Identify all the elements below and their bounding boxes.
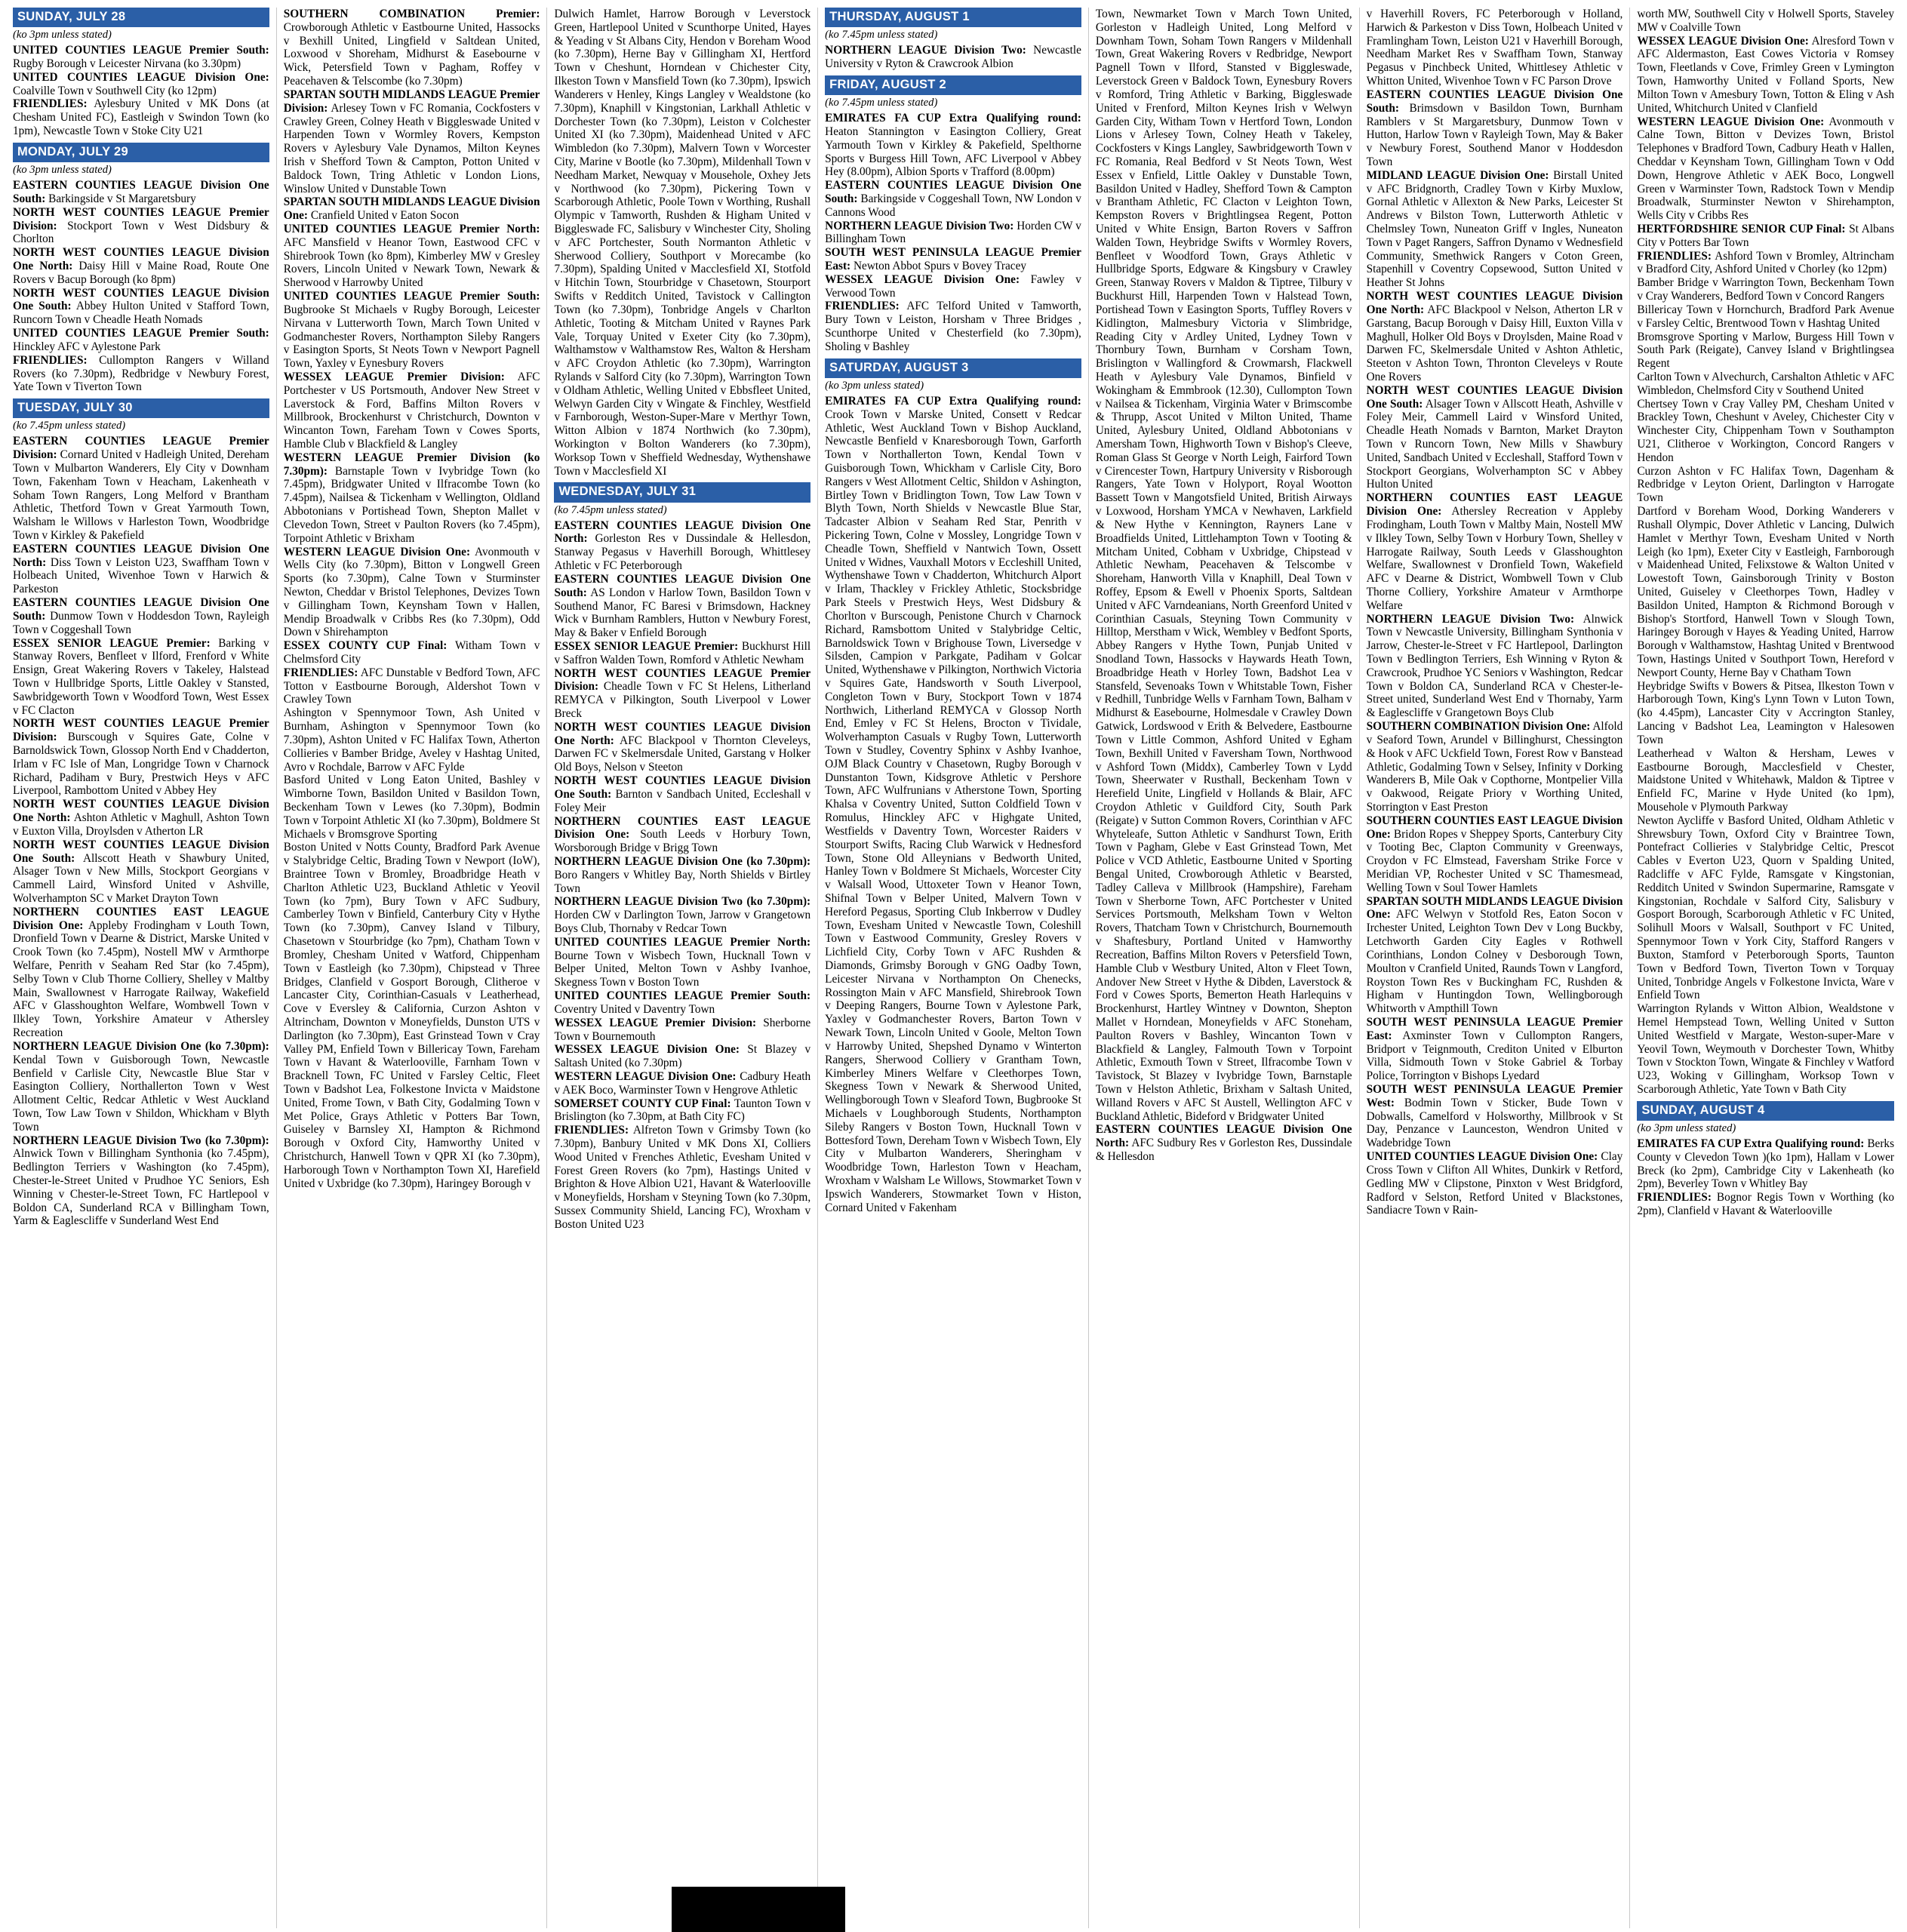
competition-fixtures [554,774,810,814]
fixtures-text: Bugbrooke St Michaels v Rugby Borough, Leicester Nirvana v Lutterworth Town, March Town United v Godmanchester Rovers, Northampton Sileby Rangers v Easington Sports, St Neots Town v Newport Pagnell Town, Yaxley v Eynesbury Rovers [283,303,540,371]
competition-fixtures [13,246,269,286]
fixtures-text: AFC Mansfield v Heanor Town, Eastwood CFC v Shirebrook Town (ko 8pm), Kimberley MW v Gresley Rovers, Lincoln United v Newark Town, Newark & Sherwood v Harrowby United [283,235,540,290]
fixtures-text: worth MW, Southwell City v Holwell Sports, Staveley MW v Coalville Town [1637,8,1895,34]
fixtures-text: AS London v Harlow Town, Basildon Town v Southend Manor, FC Baresi v Brimsdown, Hackney Wick v Burnham Ramblers, Hutton v Newbury Forest, May & Baker v Enfield Borough [554,586,811,640]
competition-fixtures [1367,895,1623,1016]
fixtures-text: Athersley Recreation v Appleby Frodingham, Louth Town v Maltby Main, Nostell MW v Ilkley Town, Selby Town v Horbury Town, Shelley v Harrogate Railway, South Leeds v Glasshoughton Welfare, Swallownest v Dronfield Town, Wakefield AFC v Dearne & District, Wombwell Town v Club Thorne Colliery, Yorkshire Amateur v Armthorpe Welfare [1366,505,1623,612]
fixtures-text: Avonmouth v Calne Town, Bitton v Devizes Town, Bristol Telephones v Bradford Town, Cadbury Heath v Hallen, Cheddar v Keynsham Town, Gillingham Town v Odd Down, Hengrove Athletic v AEK Boco, Longwell Green v Warminster Town, Radstock Town v Mendip Broadwalk, Sturminster Newton v Shirehampton, Wells City v Cribbs Res [1637,115,1895,223]
competition-fixtures [825,395,1081,1215]
fixtures-text: Ashington v Spennymoor Town, Ash United v Burnham, Ashington v Spennymoor Town (ko 7.30pm), Ashton United v FC Halifax Town, Atherton Collieries v Bamber Bridge, Aveley v Hashtag United, Avro v Rochdale, Barrow v AFC Fylde [283,706,540,774]
fixtures-text: Crook Town v Marske United, Consett v Redcar Athletic, West Auckland Town v Bishop Auckland, Newcastle Benfield v Knaresborough Town, Garforth Town v Northallerton Town, Kendal Town v Guisborough Town, Whickham v Carlisle City, Boro Rangers v West Allotment Celtic, Shildon v Ashington, Birtley Town v Bridlington Town, Tow Law Town v Blyth Town, North Shields v Newcastle Blue Star, Tadcaster Albion v Seaham Red Star, Penrith v Pickering Town, Colne v Mossley, Longridge Town v Cheadle Town, Sheffield v Nantwich Town, Ossett United v Widnes, Vauxhall Motors v Eccleshill United, Wythenshawe Town v Chadderton, Whitchurch Alport v Irlam, Thackley v Frickley Athletic, Stocksbridge Park Steels v Prestwich Heys, West Didsbury & Chorlton v Burscough, Penistone Church v Charnock Richard, Ramsbottom United v Stalybridge Celtic, Barnoldswick Town v Brighouse Town, Liversedge v Silsden, Campion v Parkgate, Padiham v Golcar United, Wythenshawe v Pilkington, Northwich Victoria v Squires Gate, Handsworth v South Liverpool, Congleton Town v Bury, Stockport Town v 1874 Northwich, Litherland REMYCA v Glossop North End, Emley v FC St Helens, Brocton v Tividale, Wolverhampton Casuals v Rugby Town, Lutterworth Town v Studley, Coventry Sphinx v Ashby Ivanhoe, OJM Black Country v Chasetown, Rugby Borough v Dunstanton Town, Kidsgrove Athletic v Pershore Town, AFC Wulfrunians v Atherstone Town, Sporting Khalsa v Coventry United, Sutton Coldfield Town v Romulus, Hinckley AFC v Highgate United, Westfields v Daventry Town, Worcester Raiders v Stourport Swifts, Racing Club Warwick v Hednesford Town, Stone Old Alleynians v Bedworth United, Hanley Town v Boldmere St Michaels, Worcester City v Walsall Wood, Uttoxeter Town v Heanor Town, Shifnal Town v Belper United, Malvern Town v Hereford Pegasus, Sporting Club Inkberrow v Dudley Town, Evesham United v Newcastle Town, Coleshill Town v Eastwood Community, Gresley Rovers v Lichfield City, Corby Town v AFC Rushden & Diamonds, Grimsby Borough v GNG Oadby Town, Leicester Nirvana v Northampton On Chenecks, Rossington Main v AFC Mansfield, Shirebrook Town v Deeping Rangers, Bourne Town v Aylestone Park, Yaxley v Godmanchester Rovers, Barton Town v Newark Town, Lincoln United v Goole, Melton Town v Harrowby United, Shepshed Dynamo v Winterton Rangers, Sherwood Colliery v Grantham Town, Kimberley Miners Welfare v Cleethorpes Town, Skegness Town v Newark & Sherwood United, Wellingborough Town v Sleaford Town, Bugbrooke St Michaels v Loughborough Students, Northampton Sileby Rangers v Boston Town, Hucknall Town v Bottesford Town, Dereham Town v Wisbech Town, Ely City v Mulbarton Wanderers, Sheringham v Woodbridge Town, Harleston Town v Heacham, Wroxham v Walsham Le Willows, Stowmarket Town v Ipswich Wanderers, Stowmarket Town v Histon, Cornard United v Fakenham [825,408,1081,1214]
competition-name: EASTERN COUNTIES LEAGUE Division One North: [13,542,269,569]
competition-name: FRIENDLIES: [13,97,88,111]
competition-name: FRIENDLIES: [825,300,900,313]
competition-fixtures [1096,1123,1352,1163]
competition-fixtures [284,223,540,290]
competition-fixtures [13,97,269,137]
competition-fixtures [284,8,540,88]
competition-name: UNITED COUNTIES LEAGUE Premier South: [13,44,269,57]
competition-fixtures [554,1097,810,1124]
fixtures-text: Coalville Town v Southwell City (ko 12pm) [13,84,217,97]
competition-fixtures [1637,223,1894,250]
competition-fixtures [1637,8,1894,35]
fixtures-text: Gorleston Res v Dussindale & Hellesdon, Stanway Pegasus v Haverhill Borough, Whittlesey Athletic v FC Peterborough [554,532,811,573]
competition-name: NORTHERN LEAGUE Division Two (ko 7.30pm): [554,895,811,909]
competition-fixtures [825,179,1081,219]
competition-name: NORTHERN COUNTIES EAST LEAGUE Division One: [1366,491,1623,518]
competition-name: FRIENDLIES: [13,353,88,367]
competition-fixtures [825,273,1081,300]
competition-name: UNITED COUNTIES LEAGUE Premier South: [13,327,269,340]
competition-name: NORTHERN LEAGUE Division One (ko 7.30pm): [13,1039,269,1053]
competition-fixtures [825,246,1081,273]
fixtures-text: Dunmow Town v Hoddesdon Town, Rayleigh Town v Coggeshall Town [13,609,269,636]
fixtures-columns [6,8,1901,1928]
fixtures-text: Dartford v Boreham Wood, Dorking Wanderers v Rushall Olympic, Dover Athletic v Lancing, Dulwich Hamlet v Merthyr Town, Evesham United v North Leigh (ko 1pm), Exeter City v Eastleigh, Farnborough v Maidenhead United, Felixstowe & Walton United v Lowestoft Town, Gainsborough Trinity v Boston United, Guiseley v Cleethorpes Town, Hadley v Basildon United, Hampton & Richmond Borough v Bishop's Stortford, Hanwell Town v Slough Town, Haringey Borough v Hayes & Yeading United, Harrow Borough v Walthamstow, Hashtag United v Brentwood Town, Hastings United v Southport Town, Hereford v Newport County, Herne Bay v Chatham Town [1637,505,1895,679]
competition-fixtures [1367,613,1623,721]
competition-name: NORTH WEST COUNTIES LEAGUE Premier Division: [13,205,269,232]
fixtures-text: Alnwick Town v Billingham Synthonia (ko 7.45pm), Bedlington Terriers v Washington (ko 7.45pm), Chester-le-Street United v Prudhoe YC Seniors, Esh Winning v Chester-le-Street Town, FC Hartlepool v Boldon CA, Sunderland RCA v Billingham Town, Yarm & Eaglescliffe v Sunderland West End [13,1147,269,1228]
day-heading: THURSDAY, AUGUST 1 [825,8,1081,27]
competition-name: FRIENDLIES: [1637,249,1712,263]
fixtures-text: Carlton Town v Alvechurch, Carshalton Athletic v AFC Wimbledon, Chelmsford City v Southend United [1637,370,1895,397]
competition-fixtures [554,8,810,478]
fixtures-text: Fawley v Verwood Town [825,272,1081,300]
competition-fixtures [284,639,540,666]
competition-fixtures [13,637,269,718]
competition-fixtures [13,327,269,354]
fixtures-text: Cranfield United v Eaton Socon [308,209,460,223]
competition-fixtures [1637,398,1894,465]
competition-fixtures [13,798,269,838]
fixtures-text: Alnwick Town v Newcastle University, Billingham Synthonia v Jarrow, Chester-le-Street v FC Hartlepool, Darlington Town v Bedlington Terriers, Esh Winning v Ryton & Crawcrook, Prudhoe YC Seniors v Washington, Redcar Town v Boldon CA, Sunderland RCA v Chester-le-Street united, Sunderland West End v Thornaby, Yarm & Eaglescliffe v Grangetown Boys Club [1366,612,1623,720]
competition-fixtures [13,838,269,906]
fixtures-text: Newton Abbot Spurs v Bovey Tracey [850,260,1027,272]
competition-fixtures [13,543,269,596]
fixtures-text: Bodmin Town v Sticker, Bude Town v Dobwalls, Camelford v Holsworthy, Millbrook v St Day, Penzance v Launceston, Wendron United v Wadebridge Town [1366,1096,1623,1150]
fixtures-text: Crowborough Athletic v Eastbourne United, Hassocks v Bexhill United, Lingfield v Saltdean United, Loxwood v Shoreham, Midhurst & Easebourne v Wick, Petersfield Town v Pagham, Roffey v Peacehaven & Telscombe (ko 7.30pm) [283,20,540,88]
competition-fixtures [1367,169,1623,290]
day-heading: SUNDAY, AUGUST 4 [1637,1101,1894,1121]
fixtures-text: Abbey Hulton United v Stafford Town, Runcorn Town v Cheadle Heath Nomads [13,300,269,327]
fixtures-text: St Albans City v Potters Bar Town [1637,223,1895,249]
fixtures-text: Rugby Borough v Leicester Nirvana (ko 3.30pm) [13,57,241,71]
competition-name: FRIENDLIES: [554,1124,629,1137]
fixtures-text: AFC Blackpool v Thornton Cleveleys, Darwen FC v Skelmersdale United, Garstang v Holker Old Boys, Nelson v Steeton [554,734,811,774]
kickoff-note: (ko 3pm unless stated) [825,379,924,392]
competition-fixtures [284,841,540,1190]
fixtures-text: Barnton v Sandbach United, Eccleshall v Foley Meir [554,787,811,814]
day-heading: MONDAY, JULY 29 [13,143,269,162]
competition-name: NORTH WEST COUNTIES LEAGUE Division One North: [1366,290,1623,316]
competition-fixtures [1637,250,1894,277]
competition-fixtures [13,1134,269,1229]
kickoff-note: (ko 3pm unless stated) [13,29,112,42]
competition-name: NORTH WEST COUNTIES LEAGUE Division One South: [1366,383,1623,411]
competition-name: EMIRATES FA CUP Extra Qualifying round: [825,112,1081,125]
competition-name: SOUTH WEST PENINSULA LEAGUE Premier West: [1366,1083,1623,1109]
competition-name: WESSEX LEAGUE Premier Division: [283,370,505,383]
competition-fixtures [284,451,540,546]
competition-fixtures [1367,491,1623,612]
competition-name: SOUTH WEST PENINSULA LEAGUE Premier East: [1366,1015,1623,1042]
fixtures-text: Bridon Ropes v Sheppey Sports, Canterbury City v Tooting Bec, Clapton Community v Greenways, Croydon v FC Elmstead, Faversham Strike Force v Meridian VP, Rochester United v SC Thamesmead, Welling Town v Soul Tower Hamlets [1366,827,1623,894]
competition-fixtures [554,1070,810,1097]
day-heading: WEDNESDAY, JULY 31 [554,482,810,502]
competition-name: NORTHERN COUNTIES EAST LEAGUE Division One: [554,814,811,841]
day-heading: TUESDAY, JULY 30 [13,398,269,418]
competition-fixtures [1367,384,1623,492]
competition-name: SOMERSET COUNTY CUP Final: [554,1097,731,1110]
competition-name: NORTHERN LEAGUE Division Two: [1366,612,1575,626]
competition-fixtures [1367,8,1623,88]
competition-name: UNITED COUNTIES LEAGUE Division One: [1366,1150,1598,1164]
fixtures-text: Axminster Town v Cullompton Rangers, Bridport v Teignmouth, Crediton United v Elburton Villa, Sidmouth Town v Stoke Gabriel & Torbay Police, Torrington v Bishops Lyedard [1366,1029,1623,1083]
competition-name: EASTERN COUNTIES LEAGUE Division One North: [554,518,811,546]
competition-fixtures [554,936,810,989]
competition-fixtures [13,71,269,98]
fixtures-text: Cornard United v Hadleigh United, Dereham Town v Mulbarton Wanderers, Ely City v Downham Town, Fakenham Town v Heacham, Lakenheath v Soham Town Rangers, Long Melford v Brantham Athletic, Thetford Town v Great Yarmouth Town, Walsham le Willows v Harleston Town, Woodbridge Town v Kirkley & Pakefield [13,448,269,543]
competition-fixtures [554,1043,810,1070]
kickoff-note: (ko 3pm unless stated) [1637,1122,1736,1135]
competition-name: NORTHERN LEAGUE Division Two: [825,219,1014,232]
competition-name: SPARTAN SOUTH MIDLANDS LEAGUE Premier Division: [283,88,540,115]
fixtures-text: Town, Newmarket Town v March Town United, Gorleston v Hadleigh United, Long Melford v Downham Town, Soham Town Rangers v Mildenhall Town, Great Wakering Rovers v Redbridge, Newport Pagnell Town v Ilford, Stansted v Biggleswade, Leverstock Green v Baldock Town, Eynesbury Rovers v Romford, Tring Athletic v Barking, Biggleswade United v Frenford, Milton Keynes Irish v Welwyn Garden City, Witham Town v Hertford Town, London Lions v Arlesey Town, Colney Heath v Takeley, Cockfosters v Kings Langley, Sawbridgeworth Town v FC Romania, Real Bedford v St Neots Town, West Essex v Enfield, Little Oakley v Dunstable Town, Basildon United v Hadley, Shefford Town & Campton v Brantham Athletic, FC Clacton v Leighton Town, Kempston Rovers v Brightlingsea Regent, Potton United v White Ensign, Barton Rovers v Saffron Walden Town, Heybridge Swifts v Wormley Rovers, Benfleet v Woodford Town, Grays Athletic v Hullbridge Sports, Edgware & Kingsbury v Crawley Green, Stanway Rovers v Maldon & Tiptree, Tilbury v Buckhurst Hill, Harpenden Town v Halstead Town, Portishead Town v Easington Sports, Tuffley Rovers v Kidlington, Malmesbury Victoria v Slimbridge, Reading City v Ardley United, Lydney Town v Thornbury Town, Burnham v Corsham Town, Brislington v Wallingford & Crowmarsh, Flackwell Heath v Aylesbury Vale Dynamos, Binfield v Wokingham & Emmbrook (12.30), Cullompton Town v Nailsea & Tickenham, Virginia Water v Brimscombe & Thrupp, Ascot United v Milton United, Thame United, Aylesbury United, Oldland Abbotonians v Amersham Town, Highworth Town v Bishop's Cleeve, Roman Glass St George v North Leigh, Fairford Town v Cirencester Town, Hartpury University v Risborough Rangers, Yate Town v Holyport, Royal Wootton Bassett Town v Mangotsfield United, British Airways v Loxwood, Horsham YMCA v Newhaven, Larkfield & New Hythe v Kennington, Rayners Lane v Broadfields United, Littlehampton Town v Tooting & Mitcham United, Cobham v Uxbridge, Chipstead v Athletic Newham, Peacehaven & Telscombe v Shoreham, Hanworth Villa v Knaphill, Deal Town v Roffey, Epsom & Ewell v Phoenix Sports, Saltdean United v AFC Varndeanians, North Greenford United v Corinthian Casuals, Steyning Town Community v Hilltop, Merstham v Wick, Wembley v Bedfont Sports, Abbey Rangers v Hythe Town, Punjab United v Snodland Town, Hassocks v Haywards Heath Town, Broadbridge Heath v Horley Town, Badshot Lea v Stansfeld, Sevenoaks Town v Whitstable Town, Fisher v Redhill, Tunbridge Wells v Farnham Town, Balham v Midhurst & Easebourne, Holmesdale v Crawley Down Gatwick, Lordswood v Erith & Belvedere, Eastbourne Town v Little Common, Ashford United v Egham Town, Bexhill United v Faversham Town, Northwood v Ashford Town (Middx), Camberley Town v Lydd Town, Sheerwater v Rusthall, Beckenham Town v Herefield Unite, Lingfield v Hollands & Blair, AFC Croydon Athletic v Guildford City, South Park (Reigate) v Sutton Common Rovers, Corinthian v AFC Whyteleafe, Sutton Athletic v Sandhurst Town, Erith Town v Pagham, Glebe v East Grinstead Town, Met Police v VCD Athletic, Eastbourne United v Sporting Bengal United, Crowborough Athletic v Bearsted, Tadley Calleva v Millbrook (Hampshire), Fareham Town v Sherborne Town, AFC Portchester v United Services Portsmouth, Melksham Town v Welton Rovers, Thatcham Town v Christchurch, Bournemouth v Shaftesbury, Portland United v Hamworthy Recreation, Baffins Milton Rovers v Petersfield Town, Hamble Club v Westbury United, Alton v Fleet Town, Andover New Street v Hythe & Dibden, Laverstock & Ford v Cowes Sports, Bemerton Heath Harlequins v Brockenhurst, Hartley Wintney v Downton, Shepton Mallet v Horndean, Moneyfields v AFC Stoneham, Paulton Rovers v Bashley, Wincanton Town v Blackfield & Langley, Falmouth Town v Torpoint Athletic, Exmouth Town v Street, Ilfracombe Town v Tavistock, St Blazey v Ivybridge Town, Barnstaple Town v Helston Athletic, Brixham v Saltash United, Willand Rovers v AFC St Austell, Wellington AFC v Buckland Athletic, Bideford v Bridgwater United [1095,8,1352,1123]
competition-fixtures [1637,505,1894,680]
competition-fixtures [554,815,810,855]
competition-name: NORTH WEST COUNTIES LEAGUE Division One North: [13,798,269,825]
competition-name: WESTERN LEAGUE Premier Division (ko 7.30pm): [283,451,540,478]
fixtures-text: Horden CW v Billingham Town [825,219,1081,246]
competition-fixtures [1637,1002,1894,1097]
competition-fixtures [554,721,810,774]
competition-fixtures [13,287,269,327]
competition-name: NORTH WEST COUNTIES LEAGUE Division One South: [13,838,269,865]
fixtures-text: Bourne Town v Wisbech Town, Hucknall Town v Belper United, Melton Town v Ashby Ivanhoe, Skegness Town v Boston Town [554,949,811,989]
fixtures-text: Stockport Town v West Didsbury & Chorlton [13,219,269,246]
fixtures-text: Boro Rangers v Whitley Bay, North Shields v Birtley Town [554,868,811,895]
competition-name: SOUTHERN COMBINATION Division One: [1366,720,1591,734]
competition-fixtures [1367,290,1623,384]
fixtures-text: Newcastle University v Ryton & Crawcrook Albion [825,44,1081,71]
competition-fixtures [13,717,269,798]
fixtures-text: Bognor Regis Town v Worthing (ko 2pm), Clanfield v Havant & Waterlooville [1637,1191,1895,1218]
fixtures-text: AFC Telford United v Tamworth, Bury Town v Leiston, Horsham v Three Bridges , Scunthorpe United v Chesterfield (ko 7.30pm), Sholing v Bashley [825,300,1081,353]
competition-name: EASTERN COUNTIES LEAGUE Division One South: [554,572,811,599]
competition-name: SPARTAN SOUTH MIDLANDS LEAGUE Division One: [1366,894,1623,921]
competition-fixtures [1637,680,1894,747]
competition-fixtures [13,206,269,246]
competition-name: ESSEX COUNTY CUP Final: [283,639,448,653]
competition-name: NORTH WEST COUNTIES LEAGUE Division One South: [554,774,811,801]
competition-fixtures [1637,814,1894,1002]
competition-name: EASTERN COUNTIES LEAGUE Division One South: [825,179,1081,205]
competition-fixtures [13,179,269,206]
fixtures-text: Ashton Athletic v Maghull, Ashton Town v Euxton Villa, Droylsden v Atherton LR [13,811,269,838]
fixtures-text: Curzon Ashton v FC Halifax Town, Dagenham & Redbridge v Leyton Orient, Darlington v Harrogate Town [1637,464,1895,505]
competition-fixtures [1637,747,1894,814]
fixtures-text: Diss Town v Leiston U23, Swaffham Town v Holbeach United, Wivenhoe Town v Harwich & Parkeston [13,555,269,596]
fixtures-text: v Haverhill Rovers, FC Peterborough v Holland, Harwich & Parkeston v Diss Town, Holbeach United v Framlingham Town, Leiston U21 v Haverhill Borough, Needham Market Res v Swaffham Town, Stanway Pegasus v Pinchbeck United, Whittlesey Athletic v Whitton United, Wivenhoe Town v FC Parson Drove [1366,8,1623,88]
fixtures-text: Dulwich Hamlet, Harrow Borough v Leverstock Green, Hartlepool United v Scunthorpe United, Hayes & Yeading v St Albans City, Hendon v Boreham Wood (ko 7.30pm), Herne Bay v Gillingham XI, Hertford Town v Cheshunt, Horndean v Chichester City, Ilkeston Town v Mansfield Town (ko 7.30pm), Ipswich Wanderers v Henley, Kings Langley v Wealdstone (ko 7.30pm), Knaphill v Kingstonian, Larkhall Athletic v Dorchester Town (ko 7.30pm), Leiston v Colchester United XI (ko 7.30pm), Maidenhead United v AFC Wimbledon (ko 7.30pm), Malvern Town v Worcester City, Marine v Bootle (ko 7.30pm), Mildenhall Town v Needham Market, Newquay v Mousehole, Oxhey Jets v Northwood (ko 7.30pm), Pickering Town v Scarborough Athletic, Poole Town v Worthing, Rushall Olympic v Tamworth, Rushden & Higham United v Biggleswade FC, Salisbury v Winchester City, Sholing v AFC Portchester, South Normanton Athletic v Sherwood Colliery, Southport v Morecambe (ko 7.30pm), Spalding United v Macclesfield XI, Stotfold v Hitchin Town, Stourbridge v Chasetown, Stourport Swifts v Redditch United, Tavistock v Callington Town (ko 7.30pm), Tonbridge Angels v Charlton Athletic, Tooting & Mitcham United v Raynes Park Vale, Torquay United v Exeter City (ko 7.30pm), Walthamstow v Walthamstow Res, Walton & Hersham v AFC Croydon Athletic (ko 7.30pm), Warrington Rylands v Salford City (ko 7.30pm), Warrington Town v Oldham Athletic, Welling United v Ebbsfleet United, Welwyn Garden City v Wingate & Finchley, Westfield v Farnborough, Weston-Super-Mare v Merthyr Town, Witton Albion v 1874 Northwich (ko 7.30pm), Workington v Bolton Wanderers (ko 7.30pm), Worksop Town v Sheffield Wednesday, Wythenshawe Town v Macclesfield XI [554,8,811,478]
competition-name: WESTERN LEAGUE Division One: [1637,115,1825,128]
competition-name: NORTHERN COUNTIES EAST LEAGUE Division One: [13,905,269,932]
competition-fixtures [284,88,540,196]
competition-name: UNITED COUNTIES LEAGUE Premier South: [283,290,540,303]
competition-fixtures [554,573,810,640]
competition-name: SPARTAN SOUTH MIDLANDS LEAGUE Division One: [283,195,540,223]
fixtures-text: Alresford Town v AFC Aldermaston, East Cowes Victoria v Romsey Town, Fleetlands v Cove, Frimley Green v Lymington Town, Hamworthy United v Folland Sports, New Milton Town v Amesbury Town, Totton & Eling v Ash United, Whitchurch United v Clanfield [1637,34,1895,115]
fixtures-text: Cullompton Rangers v Willand Rovers (ko 7.30pm), Redbridge v Newbury Forest, Yate Town v Tiverton Town [13,353,269,394]
competition-fixtures [825,112,1081,179]
fixtures-text: Allscott Heath v Shawbury United, Alsager Town v New Mills, Stockport Georgians v Cammell Laird, Winsford United v Ashville, Wolverhampton SC v Market Drayton Town [13,851,269,905]
fixtures-text: Alfreton Town v Grimsby Town (ko 7.30pm), Banbury United v MK Dons XI, Colliers Wood United v Frenches Athletic, Evesham United v Forest Green Rovers (ko 7pm), Hastings United v Brighton & Hove Albion U21, Havant & Waterlooville v Moneyfields, Horsham v Steyning Town (ko 7.30pm, Sussex Community Shield, Lancing FC), Wroxham v Boston United U23 [554,1124,811,1231]
fixtures-column [1360,8,1631,1928]
competition-name: EASTERN COUNTIES LEAGUE Premier Division: [13,435,269,462]
competition-name: WESSEX LEAGUE Premier Division: [554,1016,757,1029]
kickoff-note: (ko 7.45pm unless stated) [13,420,126,432]
competition-fixtures [1367,1016,1623,1083]
fixtures-text: Newton Aycliffe v Basford United, Oldham Athletic v Shrewsbury Town, Oxford City v Braintree Town, Pontefract Collieries v Stalybridge Celtic, Prescot Cables v Everton U23, Quorn v Spalding United, Radcliffe v AFC Fylde, Ramsgate v Kingstonian, Redditch United v Swindon Supermarine, Ramsgate v Kingstonian, Rochdale v Salford City, Salisbury v Gosport Borough, Scarborough Athletic v FC United, Solihull Moors v Walsall, Southport v FC United, Spennymoor Town v York City, Stafford Rangers v Buxton, Stamford v Peterborough Sports, Taunton Town v Bedford Town, Tiverton Town v Torquay United, Tonbridge Angels v Folkestone Invicta, Ware v Enfield Town [1637,814,1895,1002]
competition-fixtures [1096,8,1352,1123]
fixtures-text: Heaton Stannington v Easington Colliery, Great Yarmouth Town v Kirkley & Pakefield, Spelthorne Sports v Burgess Hill Town, AFC Liverpool v Abbey Hey (8.00pm), Albion Sports v Trafford (8.00pm) [825,125,1081,179]
competition-name: NORTHERN LEAGUE Division Two: [825,44,1026,57]
competition-fixtures [1367,1083,1623,1150]
competition-fixtures [1637,35,1894,115]
competition-fixtures [1637,371,1894,398]
fixtures-column [547,8,818,1928]
competition-name: EASTERN COUNTIES LEAGUE Division One South: [1366,88,1623,115]
competition-fixtures [13,1040,269,1134]
competition-fixtures [825,44,1081,71]
competition-fixtures [1637,303,1894,331]
competition-fixtures [284,666,540,706]
fixtures-text: Barkingside v Coggeshall Town, NW London v Cannons Wood [825,192,1081,219]
fixtures-text: St Blazey v Saltash United (ko 7.30pm) [554,1043,811,1070]
competition-fixtures [1637,331,1894,371]
competition-name: SOUTHERN COMBINATION Premier: [283,8,540,20]
competition-fixtures [284,774,540,841]
competition-name: EMIRATES FA CUP Extra Qualifying round: [1637,1137,1865,1151]
fixtures-text: AFC Sudbury Res v Gorleston Res, Dussindale & Hellesdon [1095,1137,1352,1164]
fixtures-text: Bromsgrove Sporting v Marlow, Burgess Hill Town v South Park (Reigate), Canvey Island v Brightlingsea Regent [1637,330,1895,371]
competition-fixtures [554,989,810,1017]
fixtures-text: Heybridge Swifts v Bowers & Pitsea, Ilkeston Town v Harborough Town, King's Lynn Town v Luton Town, (ko 4.45pm), Lancaster City v Accrington Stanley, Lancing v Badshot Lea, Leamington v Halesowen Town [1637,679,1895,746]
fixtures-text: Clay Cross Town v Clifton All Whites, Dunkirk v Retford, Gedling MW v Clipstone, Pinxton v West Bridgford, Radford v Selston, Retford United v Blackstones, Sandiacre Town v Rain- [1366,1150,1623,1217]
competition-fixtures [13,354,269,394]
fixtures-text: Coventry United v Daventry Town [554,1002,715,1016]
fixtures-text: Witham Town v Chelmsford City [283,639,540,666]
day-heading: SATURDAY, AUGUST 3 [825,358,1081,378]
fixtures-text: Buckhurst Hill v Saffron Walden Town, Romford v Athletic Newham [554,639,811,666]
fixtures-text: Alfold v Seaford Town, Arundel v Billinghurst, Chessington & Hook v AFC Uckfield Town, Forest Row v Banstead Athletic, Godalming Town v Selsey, Infinity v Dorking Wanderers B, Mile Oak v Copthorne, Montpelier Villa v Oakwood, Reigate Priory v Worthing United, Storrington v East Preston [1366,720,1623,814]
competition-fixtures [1367,1150,1623,1217]
competition-name: HERTFORDSHIRE SENIOR CUP Final: [1637,223,1846,235]
fixtures-text: Barkingside v St Margaretsbury [45,192,196,205]
competition-fixtures [1637,1191,1894,1218]
fixtures-text: Chertsey Town v Cray Valley PM, Chesham United v Brackley Town, Cheshunt v Aveley, Chichester City v Winchester City, Chippenham Town v Southampton U21, Clitheroe v Workington, Concord Rangers v Hendon [1637,397,1895,464]
competition-fixtures [284,546,540,640]
competition-fixtures [1637,115,1894,223]
scan-artifact-block [672,1887,845,1932]
fixtures-text: AFC Dunstable v Bedford Town, AFC Totton v Eastbourne Borough, Aldershot Town v Crawley Town [283,666,540,706]
fixtures-text: Aylesbury United v MK Dons (at Chesham United FC), Eastleigh v Swindon Town (ko 1pm), Newcastle Town v Stoke City U21 [13,97,269,138]
fixtures-text: South Leeds v Horbury Town, Worsborough Bridge v Brigg Town [554,828,811,855]
competition-name: NORTH WEST COUNTIES LEAGUE Premier Division: [554,666,811,694]
competition-fixtures [554,1017,810,1044]
competition-name: WESSEX LEAGUE Division One: [825,272,1020,286]
competition-fixtures [554,895,810,935]
competition-name: EASTERN COUNTIES LEAGUE Division One South: [13,179,269,205]
fixtures-text: Arlesey Town v FC Romania, Cockfosters v Crawley Green, Colney Heath v Biggleswade United v Harpenden Town v Wormley Rovers, Kempston Rovers v Aylesbury Vale Dynamos, Milton Keynes Irish v Shefford Town & Campton, Potton United v Baldock Town, Tring Athletic v London Lions, Winslow United v Dunstable Town [283,101,540,195]
competition-name: NORTH WEST COUNTIES LEAGUE Premier Division: [13,717,269,744]
competition-name: WESTERN LEAGUE Division One: [554,1069,737,1083]
fixtures-text: AFC Portchester v US Portsmouth, Andover New Street v Laverstock & Ford, Baffins Milton Rovers v Millbrook, Brockenhurst v Christchurch, Downton v Wincanton Town, Fareham Town v Cowes Sports, Hamble Club v Blackfield & Langley [283,370,540,451]
competition-name: WESSEX LEAGUE Division One: [554,1043,740,1057]
competition-name: UNITED COUNTIES LEAGUE Division One: [13,70,269,84]
fixtures-text: Ashford Town v Bromley, Altrincham v Bradford City, Ashford United v Chorley (ko 12pm) [1637,249,1895,276]
competition-fixtures [1367,88,1623,169]
fixtures-text: Alsager Town v Allscott Heath, Ashville v Foley Meir, Cammell Laird v Winsford United, Cheadle Heath Nomads v Barnton, Market Drayton Town v Runcorn Town, New Mills v Shawbury United, Sandbach United v Eccleshall, Stafford Town v Stockport Georgians, Wolverhampton SC v Abbey Hulton United [1366,397,1623,491]
competition-fixtures [554,855,810,895]
fixtures-text: Barnstaple Town v Ivybridge Town (ko 7.45pm), Bridgwater United v Ilfracombe Town (ko 7.45pm), Nailsea & Tickenham v Wellington, Oldland Abbotonians v Portishead Town, Shepton Mallet v Clevedon Town, Street v Paulton Rovers (ko 7.45pm), Torpoint Athletic v Brixham [283,464,540,545]
competition-name: ESSEX SENIOR LEAGUE Premier: [13,636,211,650]
competition-name: FRIENDLIES: [1637,1191,1712,1204]
fixtures-text: Sherborne Town v Bournemouth [554,1016,811,1043]
kickoff-note: (ko 7.45pm unless stated) [554,503,667,516]
day-heading: SUNDAY, JULY 28 [13,8,269,27]
fixtures-text: Taunton Town v Brislington (ko 7.30pm, at Bath City FC) [554,1097,811,1124]
competition-name: NORTHERN LEAGUE Division One (ko 7.30pm): [554,854,811,868]
kickoff-note: (ko 7.45pm unless stated) [825,97,938,109]
competition-name: FRIENDLIES: [283,666,358,679]
competition-fixtures [825,300,1081,353]
competition-name: UNITED COUNTIES LEAGUE Premier North: [554,935,811,949]
competition-name: ESSEX SENIOR LEAGUE Premier: [554,639,739,653]
competition-name: NORTH WEST COUNTIES LEAGUE Division One North: [554,720,811,747]
fixtures-text: AFC Blackpool v Nelson, Atherton LR v Garstang, Bacup Borough v Daisy Hill, Euxton Villa v Maghull, Holker Old Boys v Droylsden, Maine Road v Darwen FC, Skelmersdale United v Ashton Athletic, Steeton v Ashton Town, Thronton Cleveleys v Route One Rovers [1366,303,1623,383]
competition-name: NORTH WEST COUNTIES LEAGUE Division One South: [13,286,269,313]
fixtures-column [818,8,1089,1928]
day-heading: FRIDAY, AUGUST 2 [825,75,1081,95]
fixtures-text: Barking v Stanway Rovers, Benfleet v Ilford, Frenford v White Ensign, Great Wakering Rovers v Takeley, Halstead Town v Hullbridge Sports, Little Oakley v Stansted, Sawbridgeworth Town v Woodford Town, West Essex v FC Clacton [13,636,269,717]
competition-fixtures [554,1124,810,1232]
fixtures-text: Leatherhead v Walton & Hersham, Lewes v Eastbourne Borough, Macclesfield v Chester, Maidstone United v Whitehawk, Maldon & Tiptree v Enfield FC, Marine v Hyde United (ko 1pm), Mousehole v Plymouth Parkway [1637,746,1895,814]
fixtures-text: Brimsdown v Basildon Town, Burnham Ramblers v St Margaretsbury, Dunmow Town v Hutton, Harlow Town v Rayleigh Town, May & Baker v Newbury Forest, Southend Manor v Hoddesdon Town [1366,101,1623,168]
fixtures-text: Daisy Hill v Maine Road, Route One Rovers v Bacup Borough (ko 8pm) [13,260,269,286]
kickoff-note: (ko 7.45pm unless stated) [825,29,938,42]
fixtures-text: Billericay Town v Hornchurch, Bradford Park Avenue v Farsley Celtic, Brentwood Town v Hashtag United [1637,303,1895,330]
competition-fixtures [284,290,540,371]
fixtures-text: Boston United v Notts County, Bradford Park Avenue v Stalybridge Celtic, Brading Town v Newport (IoW), Braintree Town v Bromley, Broadbridge Heath v Charlton Athletic U23, Buckland Athletic v Yeovil Town (ko 7pm), Bury Town v AFC Sudbury, Camberley Town v Binfield, Canterbury City v Hythe Town (ko 7.30pm), Canvey Island v Tilbury, Chasetown v Stourbridge (ko 7pm), Chatham Town v Bromley, Chesham United v Watford, Chippenham Town v Eastleigh (ko 7.30pm), Chipstead v Three Bridges, Clanfield v Gosport Borough, Clitheroe v Lancaster City, Corinthian-Casuals v Leatherhead, Cove v Eversley & California, Curzon Ashton v Altrincham, Downton v Moneyfields, Dunston UTS v Darlington (ko 7.30pm), East Grinstead Town v Cray Valley PM, Enfield Town v Billericay Town, Fareham Town v Havant & Waterlooville, Farnham Town v Bracknell Town, FC United v Farsley Celtic, Fleet Town v Badshot Lea, Folkestone Invicta v Maidstone United, Frome Town, v Bath City, Godalming Town v Met Police, Grays Athletic v Potters Bar Town, Guiseley v Barnsley XI, Hampton & Richmond Borough v Oxford City, Hamworthy United v Christchurch, Hanwell Town v QPR XI (ko 7.30pm), Harborough Town v Northampton Town XI, Harefield United v Uxbridge (ko 7.30pm), Haringey Borough v [283,841,540,1190]
competition-fixtures [825,220,1081,247]
competition-name: SOUTH WEST PENINSULA LEAGUE Premier East: [825,246,1081,272]
fixtures-text: Berks County v Clevedon Town )(ko 1pm), Hallam v Lower Breck (ko 2pm), Cambridge City v Lakenheath (ko 2pm), Beverley Town v Whitley Bay [1637,1137,1895,1191]
fixtures-text: Appleby Frodingham v Louth Town, Dronfield Town v Dearne & District, Marske United v Crook Town (ko 7.45pm), Nostell MW v Armthorpe Welfare, Penrith v Seaham Red Star (ko 7.45pm), Selby Town v Club Thorne Colliery, Shelley v Maltby Main, Swallownest v Harrogate Railway, Wakefield AFC v Glasshoughton Welfare, Wombwell Town v Ilkley Town, Yorkshire Amateur v Athersley Recreation [13,918,269,1040]
competition-fixtures [1637,276,1894,303]
competition-name: EMIRATES FA CUP Extra Qualifying round: [825,394,1081,408]
fixtures-column [277,8,548,1928]
competition-name: SOUTHERN COUNTIES EAST LEAGUE Division One: [1366,814,1623,841]
competition-name: WESTERN LEAGUE Division One: [283,545,471,558]
competition-name: UNITED COUNTIES LEAGUE Premier South: [554,989,811,1003]
fixtures-text: Cadbury Heath v AEK Boco, Warminster Town v Hengrove Athletic [554,1069,811,1097]
competition-name: EASTERN COUNTIES LEAGUE Division One South: [13,596,269,623]
competition-name: MIDLAND LEAGUE Division One: [1366,168,1549,182]
kickoff-note: (ko 3pm unless stated) [13,164,112,177]
fixtures-text: AFC Welwyn v Stotfold Res, Eaton Socon v Irchester United, Leighton Town Dev v Long Buckby, Letchworth Garden City Eagles v Rothwell Corinthians, London Colney v Desborough Town, Moulton v Cranfield United, Raunds Town v Langford, Royston Town Res v Buckingham FC, Rushden & Higham v Huntingdon Town, Wellingborough Whitworth v Ampthill Town [1366,908,1623,1016]
fixtures-text: Basford United v Long Eaton United, Bashley v Wimborne Town, Basildon United v Basildon Town, Beckenham Town v Lewes (ko 7.30pm), Bodmin Town v Torpoint Athletic XI (ko 7.30pm), Boldmere St Michaels v Bromsgrove Sporting [283,774,540,841]
fixtures-column [6,8,277,1928]
competition-name: NORTHERN LEAGUE Division Two (ko 7.30pm): [13,1134,269,1147]
fixtures-text: Cheadle Town v FC St Helens, Litherland REMYCA v Pilkington, South Liverpool v Lower Breck [554,680,811,721]
competition-fixtures [284,706,540,774]
competition-fixtures [284,371,540,451]
competition-fixtures [1367,720,1623,814]
competition-fixtures [1637,1137,1894,1191]
fixtures-text: Kendal Town v Guisborough Town, Newcastle Benfield v Carlisle City, Newcastle Blue Star v Easington Colliery, Northallerton Town v West Allotment Celtic, Redcar Athletic v West Auckland Town, Tow Law Town v Shildon, Whickham v Blyth Town [13,1053,269,1134]
fixtures-text: Horden CW v Darlington Town, Jarrow v Grangetown Boys Club, Thornaby v Redcar Town [554,909,811,936]
competition-fixtures [13,44,269,71]
competition-fixtures [13,906,269,1040]
competition-fixtures [554,640,810,667]
competition-name: UNITED COUNTIES LEAGUE Premier North: [283,223,540,235]
fixtures-text: Bamber Bridge v Warrington Town, Beckenham Town v Cray Wanderers, Bedford Town v Concord Rangers [1637,276,1895,303]
competition-fixtures [13,435,269,543]
competition-fixtures [1367,814,1623,895]
competition-fixtures [554,667,810,721]
competition-fixtures [1637,465,1894,505]
fixtures-column [1089,8,1360,1928]
fixtures-text: Warrington Rylands v Witton Albion, Wealdstone v Hemel Hempstead Town, Welling United v Sutton United Westfield v Margate, Weston-super-Mare v Yeovil Town, Weymouth v Dorchester Town, Whitby Town v Stockton Town, Wingate & Finchley v Watford U23, Woking v Gillingham, Worksop Town v Scarborough Athletic, Yate Town v Bath City [1637,1002,1895,1096]
competition-name: NORTH WEST COUNTIES LEAGUE Division One North: [13,246,269,272]
fixtures-text: Hinckley AFC v Aylestone Park [13,340,161,353]
fixtures-text: Birstall United v AFC Bridgnorth, Cradley Town v Kirby Muxlow, Gornal Athletic v Allexton & New Parks, Leicester St Andrews v Bilston Town, Lutterworth Athletic v Chelmsley Town, Nuneaton Griff v Ingles, Nuneaton Town v Paget Rangers, Saffron Dynamo v Wednesfield Community, Smethwick Rangers v Coton Green, Stapenhill v Coventry Copsewood, Sutton United v Heather St Johns [1366,168,1623,290]
competition-fixtures [554,519,810,573]
competition-fixtures [284,195,540,223]
fixtures-column [1630,8,1901,1928]
competition-fixtures [13,596,269,636]
competition-name: EASTERN COUNTIES LEAGUE Division One North: [1095,1123,1352,1150]
fixtures-text: Avonmouth v Wells City (ko 7.30pm), Bitton v Longwell Green Sports (ko 7.30pm), Calne Town v Sturminster Newton, Cheddar v Bristol Telephones, Devizes Town v Gillingham Town, Keynsham Town v Hallen, Mendip Broadwalk v Cribbs Res (ko 7.30pm), Odd Down v Shirehampton [283,545,540,639]
competition-name: WESSEX LEAGUE Division One: [1637,34,1809,48]
fixtures-text: Burscough v Squires Gate, Colne v Barnoldswick Town, Glossop North End v Chadderton, Irlam v FC Isle of Man, Longridge Town v Charnock Richard, Padiham v Bury, Prestwich Heys v AFC Liverpool, Rambottom United v Abbey Hey [13,731,269,798]
